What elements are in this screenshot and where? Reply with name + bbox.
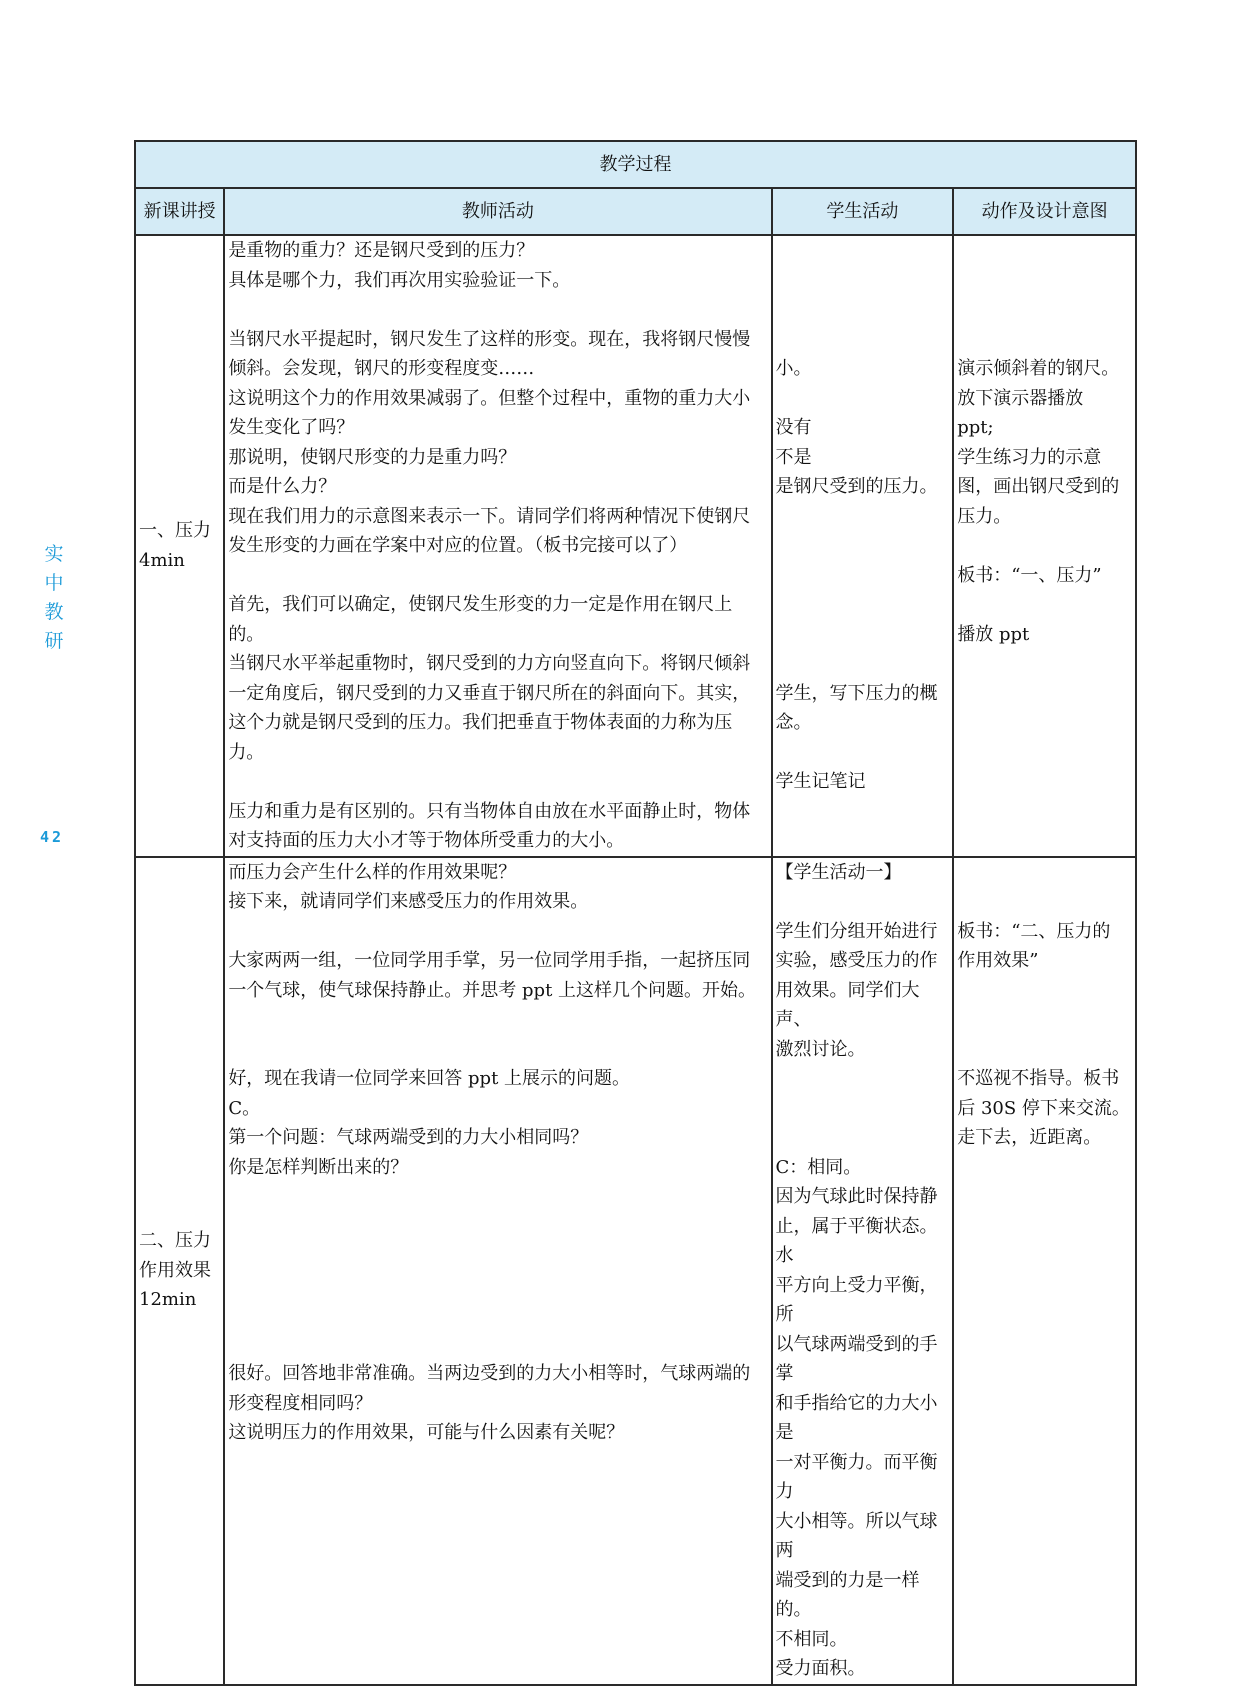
side-label-char: 研 bbox=[44, 630, 64, 652]
teacher-activity-cell bbox=[224, 857, 771, 1685]
header-design: 动作及设计意图 bbox=[953, 188, 1136, 235]
design-intent-cell bbox=[953, 857, 1136, 1685]
text-line: 12min bbox=[139, 1289, 197, 1311]
text-line bbox=[776, 295, 950, 325]
text-line: 对支持面的压力大小才等于物体所受重力的大小。 bbox=[228, 830, 625, 851]
text-line: 你是怎样判断出来的？ bbox=[228, 1156, 409, 1178]
text-line: 学生，写下压力的概 bbox=[775, 682, 938, 704]
text-line bbox=[228, 1182, 767, 1212]
text-line bbox=[776, 887, 950, 917]
text-line: 学生记笔记 bbox=[775, 771, 866, 792]
text-line bbox=[957, 1035, 1132, 1065]
text-line: 这说明这个力的作用效果减弱了。但整个过程中，重物的重力大小 bbox=[228, 387, 751, 409]
text-line: 图，画出钢尺受到的 bbox=[957, 476, 1120, 497]
text-line: 不是 bbox=[775, 446, 812, 468]
text-line bbox=[776, 236, 950, 266]
text-line: 而压力会产生什么样的作用效果呢？ bbox=[228, 861, 517, 883]
text-line: 当钢尺水平举起重物时，钢尺受到的力方向竖直向下。将钢尺倾斜 bbox=[228, 653, 751, 674]
text-line bbox=[228, 1241, 767, 1271]
text-line: 具体是哪个力，我们再次用实验验证一下。 bbox=[228, 269, 571, 291]
text-line: 不相同。 bbox=[775, 1628, 848, 1650]
text-line bbox=[776, 384, 950, 414]
text-line bbox=[957, 590, 1132, 620]
side-label bbox=[42, 540, 66, 656]
text-line: 而是什么力？ bbox=[228, 476, 337, 497]
text-line bbox=[957, 1005, 1132, 1035]
text-line bbox=[957, 531, 1132, 561]
text-line bbox=[776, 590, 950, 620]
text-line: 一定角度后，钢尺受到的力又垂直于钢尺所在的斜面向下。其实， bbox=[228, 682, 751, 704]
text-line bbox=[228, 561, 767, 591]
text-line: 小。 bbox=[775, 358, 812, 379]
text-line bbox=[228, 1005, 767, 1035]
text-line: 压力和重力是有区别的。只有当物体自由放在水平面静止时，物体 bbox=[228, 800, 751, 822]
table-title: 教学过程 bbox=[135, 141, 1136, 188]
text-line: 因为气球此时保持静 bbox=[775, 1186, 938, 1207]
text-line bbox=[957, 325, 1132, 355]
text-line: 不巡视不指导。板书 bbox=[957, 1068, 1120, 1089]
text-line: 形变程度相同吗？ bbox=[228, 1392, 373, 1414]
text-line: 平方向上受力平衡，所 bbox=[775, 1274, 938, 1325]
text-line bbox=[776, 649, 950, 679]
text-line: 大家两两一组，一位同学用手掌，另一位同学用手指，一起挤压同 bbox=[228, 950, 751, 971]
text-line: 现在我们用力的示意图来表示一下。请同学们将两种情况下使钢尺 bbox=[228, 505, 751, 527]
header-stage: 新课讲授 bbox=[135, 188, 224, 235]
stage-cell bbox=[135, 235, 224, 857]
text-line: 这说明压力的作用效果，可能与什么因素有关呢？ bbox=[228, 1422, 625, 1443]
text-line bbox=[957, 858, 1132, 888]
text-line bbox=[776, 1064, 950, 1094]
text-line: 放下演示器播放 bbox=[957, 387, 1084, 409]
text-line bbox=[957, 266, 1132, 296]
text-line bbox=[228, 1212, 767, 1242]
text-line: 实验，感受压力的作 bbox=[775, 950, 938, 971]
side-label-char: 实 bbox=[44, 543, 64, 565]
text-line: ppt; bbox=[957, 417, 994, 438]
text-line: 倾斜。会发现，钢尺的形变程度变…… bbox=[228, 358, 535, 379]
text-line: 作用效果 bbox=[139, 1259, 211, 1281]
text-line bbox=[776, 1123, 950, 1153]
text-line: 那说明，使钢尺形变的力是重力吗？ bbox=[228, 446, 517, 468]
text-line bbox=[776, 561, 950, 591]
text-line: 演示倾斜着的钢尺。 bbox=[957, 358, 1120, 379]
text-line: 受力面积。 bbox=[775, 1658, 866, 1679]
text-line: C。 bbox=[228, 1097, 261, 1119]
text-line: 压力。 bbox=[957, 505, 1012, 527]
design-intent-cell bbox=[953, 235, 1136, 857]
header-teacher: 教师活动 bbox=[224, 188, 771, 235]
teaching-process-table bbox=[134, 140, 1137, 1686]
text-line: 发生形变的力画在学案中对应的位置。（板书完接可以了） bbox=[228, 535, 688, 556]
text-line: 没有 bbox=[775, 417, 812, 438]
text-line: 走下去，近距离。 bbox=[957, 1127, 1102, 1148]
text-line bbox=[776, 620, 950, 650]
text-line: 学生们分组开始进行 bbox=[775, 920, 938, 942]
text-line: 板书：“二、压力的 bbox=[957, 920, 1111, 942]
student-activity-cell bbox=[772, 235, 954, 857]
text-line bbox=[228, 295, 767, 325]
text-line bbox=[228, 1300, 767, 1330]
text-line: 一、压力 bbox=[139, 520, 211, 542]
text-line: 发生变化了吗？ bbox=[228, 417, 355, 438]
text-line bbox=[776, 502, 950, 532]
text-line: 当钢尺水平提起时，钢尺发生了这样的形变。现在，我将钢尺慢慢 bbox=[228, 328, 751, 350]
stage-cell bbox=[135, 857, 224, 1685]
text-line bbox=[228, 1035, 767, 1065]
text-line: 端受到的力是一样的。 bbox=[775, 1569, 920, 1620]
text-line: 【学生活动一】 bbox=[775, 861, 902, 883]
text-line: C：相同。 bbox=[775, 1156, 862, 1178]
text-line bbox=[776, 325, 950, 355]
text-line bbox=[776, 266, 950, 296]
text-line bbox=[228, 917, 767, 947]
text-line bbox=[957, 295, 1132, 325]
text-line: 和手指给它的力大小是 bbox=[775, 1392, 938, 1443]
text-line bbox=[776, 531, 950, 561]
text-line: 一对平衡力。而平衡力 bbox=[775, 1451, 938, 1502]
text-line: 板书：“一、压力” bbox=[957, 564, 1102, 586]
text-line bbox=[228, 1271, 767, 1301]
table-row bbox=[135, 235, 1136, 857]
text-line: 4min bbox=[139, 549, 185, 571]
text-line bbox=[957, 236, 1132, 266]
side-label-char: 教 bbox=[44, 601, 64, 623]
text-line: 首先，我们可以确定，使钢尺发生形变的力一定是作用在钢尺上的。 bbox=[228, 594, 733, 645]
text-line: 用效果。同学们大声、 bbox=[775, 979, 920, 1030]
text-line: 第一个问题：气球两端受到的力大小相同吗？ bbox=[228, 1127, 589, 1148]
text-line: 大小相等。所以气球两 bbox=[775, 1510, 938, 1561]
text-line bbox=[776, 738, 950, 768]
text-line: 激烈讨论。 bbox=[775, 1038, 866, 1060]
text-line: 以气球两端受到的手掌 bbox=[775, 1333, 938, 1384]
text-line bbox=[228, 1330, 767, 1360]
student-activity-cell bbox=[772, 857, 954, 1685]
text-line: 后 30S 停下来交流。 bbox=[957, 1097, 1130, 1119]
page-number: 42 bbox=[40, 828, 65, 846]
teacher-activity-cell bbox=[224, 235, 771, 857]
text-line: 是钢尺受到的压力。 bbox=[775, 476, 938, 497]
text-line bbox=[228, 767, 767, 797]
header-student: 学生活动 bbox=[772, 188, 954, 235]
text-line bbox=[776, 1094, 950, 1124]
text-line: 是重物的重力？还是钢尺受到的压力？ bbox=[228, 240, 535, 261]
text-line: 止，属于平衡状态。水 bbox=[775, 1215, 938, 1266]
text-line: 很好。回答地非常准确。当两边受到的力大小相等时，气球两端的 bbox=[228, 1363, 751, 1384]
text-line bbox=[957, 976, 1132, 1006]
text-line: 播放 ppt bbox=[957, 623, 1030, 645]
text-line: 好，现在我请一位同学来回答 ppt 上展示的问题。 bbox=[228, 1068, 631, 1089]
side-label-char: 中 bbox=[44, 572, 64, 594]
text-line bbox=[957, 887, 1132, 917]
text-line: 念。 bbox=[775, 712, 812, 733]
text-line: 作用效果” bbox=[957, 950, 1039, 971]
text-line: 学生练习力的示意 bbox=[957, 446, 1102, 468]
table-row bbox=[135, 857, 1136, 1685]
text-line: 接下来，就请同学们来感受压力的作用效果。 bbox=[228, 891, 589, 912]
text-line: 这个力就是钢尺受到的压力。我们把垂直于物体表面的力称为压力。 bbox=[228, 712, 733, 763]
text-line: 二、压力 bbox=[139, 1230, 211, 1252]
text-line: 一个气球，使气球保持静止。并思考 ppt 上这样几个问题。开始。 bbox=[228, 979, 757, 1001]
